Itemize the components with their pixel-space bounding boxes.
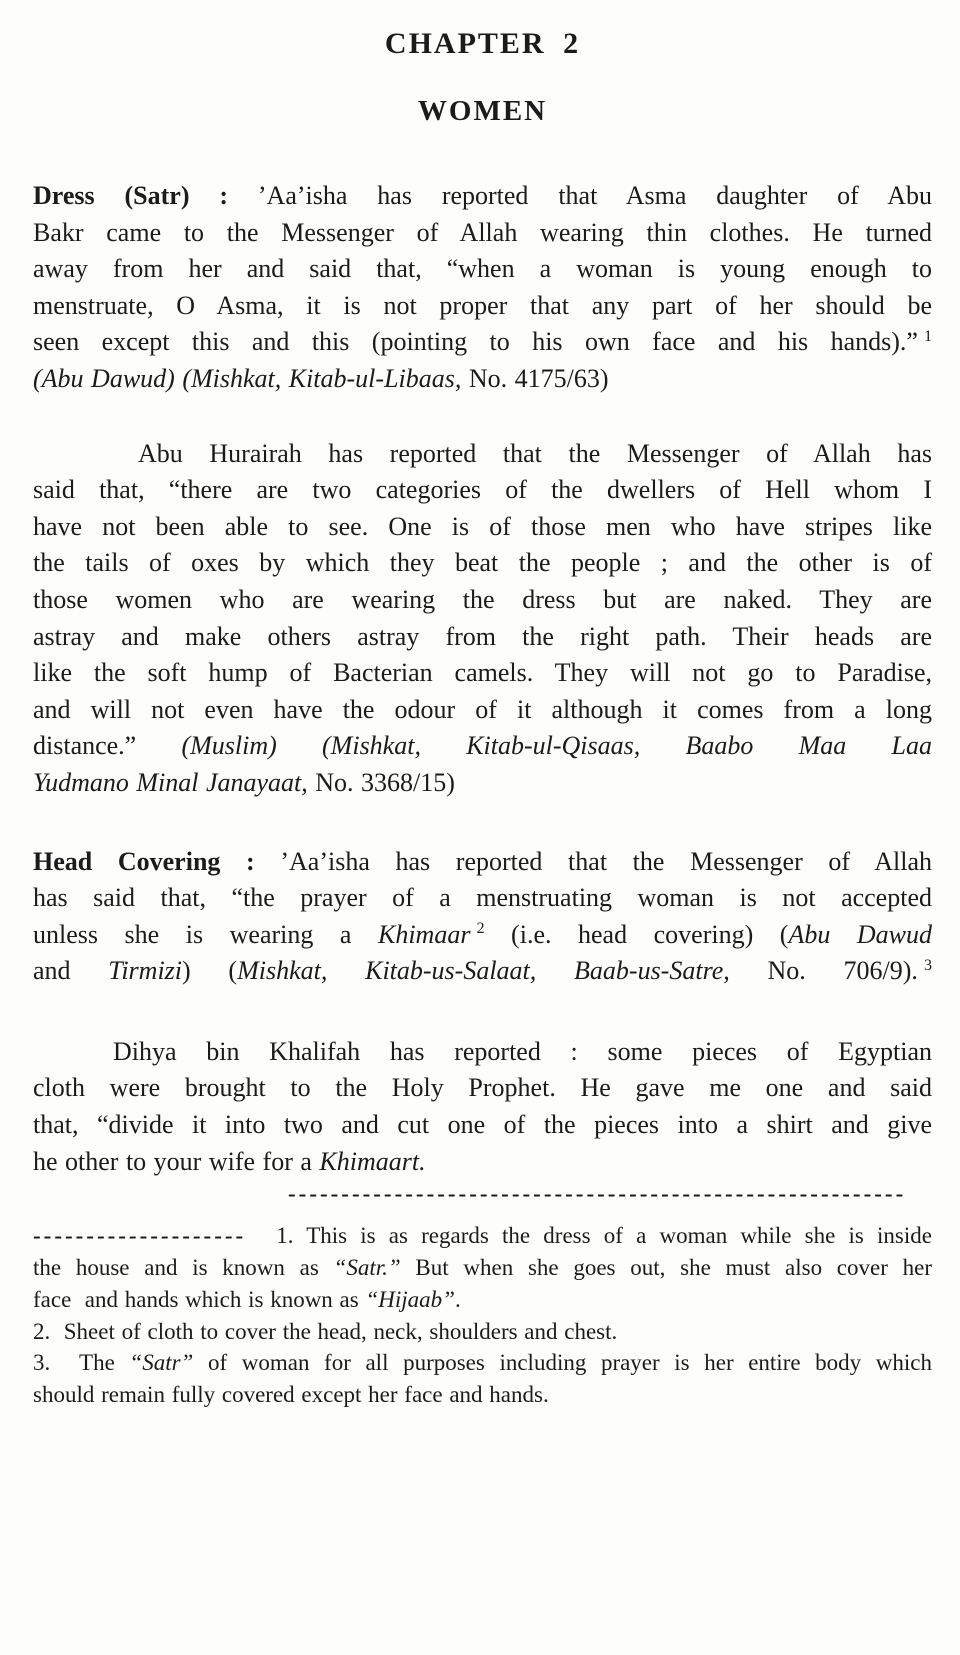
text-run: ’Aa’isha has reported that Asma daughter of Abu (257, 181, 932, 210)
text-run: Dress (Satr) : (33, 181, 258, 210)
text-run: Mishkat, Kitab-us-Salaat, Baab-us-Satre, (237, 956, 730, 986)
text-run: “Satr.” (333, 1255, 401, 1281)
text-line (33, 288, 932, 325)
text-run: ) ( (182, 956, 238, 986)
text-run: “Satr” (129, 1350, 194, 1376)
text-line (33, 655, 932, 692)
text-run: 3. The (33, 1350, 130, 1376)
text-run: has said that, “the prayer of a menstruating woman is not accepted (33, 883, 932, 913)
text-line (33, 215, 932, 252)
text-run: and (33, 956, 109, 986)
text-run: that, “divide it into two and cut one of the pieces into a shirt and give (33, 1110, 932, 1140)
footnote-ref: 3 (923, 956, 932, 974)
text-run: unless she is wearing a (33, 919, 378, 949)
text-run: should remain fully covered except her face and hands. (33, 1382, 549, 1408)
paragraph-abu-hurairah (33, 436, 932, 802)
text-run: (Abu Dawud) (Mishkat, Kitab-ul-Libaas, (33, 363, 462, 393)
text-run: But when she goes out, she must also cover her (400, 1255, 932, 1281)
text-run: he other to your wife for a (33, 1146, 320, 1176)
text-run: like the soft hump of Bacterian camels. They will not go to Paradise, (33, 658, 932, 688)
text-line (33, 1070, 932, 1107)
text-run: said that, “there are two categories of the dwellers of Hell whom I (33, 475, 932, 505)
text-line (33, 178, 932, 215)
footnote-line (33, 1347, 932, 1379)
text-run: No. 4175/63) (461, 363, 609, 393)
text-run: (i.e. head covering) ( (484, 919, 789, 949)
text-line (33, 361, 932, 398)
text-run: have not been able to see. One is of those men who have stripes like (33, 511, 932, 541)
dash-run: -------------------- (33, 1223, 247, 1249)
text-line (33, 582, 932, 619)
text-run: distance.” (33, 731, 182, 761)
footnote-ref: 1 (923, 327, 932, 345)
text-run: those women who are wearing the dress but are naked. They are (33, 584, 932, 614)
text-line (33, 251, 932, 288)
footnote-ref: 2 (476, 920, 485, 938)
text-line (33, 1107, 932, 1144)
text-run: No. 706/9). (729, 956, 918, 986)
footnotes-section (33, 1220, 932, 1411)
text-line (33, 917, 932, 954)
text-run: . (454, 1286, 461, 1312)
footnote-line (33, 1220, 932, 1252)
text-line (33, 880, 932, 917)
page-body (33, 178, 932, 1180)
text-run: Abu Dawud (788, 919, 933, 949)
text-run: Tirmizi (108, 956, 183, 986)
text-line (33, 545, 932, 582)
text-run: Khimaar (377, 919, 471, 949)
text-run: and will not even have the odour of it although it comes from a long (33, 694, 932, 724)
text-run: menstruate, O Asma, it is not proper that any part of her should be (33, 290, 932, 320)
text-run: Abu Hurairah has reported that the Messenger of Allah has (138, 438, 932, 468)
text-run: astray and make others astray from the right path. Their heads are (33, 621, 932, 651)
text-line (33, 728, 932, 765)
text-run: seen except this and this (pointing to his own face and his hands).” (33, 327, 918, 357)
text-line (33, 1144, 932, 1181)
chapter-title: WOMEN (417, 95, 548, 127)
paragraph-dress-satr (33, 178, 932, 398)
footnote-line (33, 1284, 932, 1316)
text-run: Dihya bin Khalifah has reported : some pieces of Egyptian (113, 1036, 932, 1066)
text-run: Khimaart. (319, 1146, 426, 1176)
paragraph-head-covering (33, 844, 932, 990)
text-line (33, 472, 932, 509)
text-run: “Hijaab” (365, 1286, 455, 1312)
text-line (33, 509, 932, 546)
text-run: Bakr came to the Messenger of Allah wearing thin clothes. He turned (33, 217, 932, 247)
chapter-heading: CHAPTER 2 (384, 27, 581, 60)
text-run: 2. Sheet of cloth to cover the head, neck, shoulders and chest. (33, 1318, 618, 1344)
text-line (33, 844, 932, 881)
text-line (33, 436, 932, 473)
footnote-line (33, 1252, 932, 1284)
text-run: cloth were brought to the Holy Prophet. He gave me one and said (33, 1073, 932, 1103)
text-run: No. 3368/15) (307, 767, 455, 797)
text-run: of woman for all purposes including prayer is her entire body which (193, 1350, 932, 1376)
text-line (33, 765, 932, 802)
footnote-line (33, 1379, 932, 1411)
text-run: 1. This is as regards the dress of a woman while she is inside (276, 1223, 932, 1249)
text-run: the house and is known as (33, 1255, 334, 1281)
text-run: (Muslim) (Mishkat, Kitab-ul-Qisaas, Baabo Maa Laa (181, 731, 932, 761)
book-page (0, 26, 960, 1655)
text-line (33, 953, 932, 990)
footnote-separator: ---------------------------------------------------------- (288, 1182, 907, 1207)
text-line (33, 619, 932, 656)
text-run: ’Aa’isha has reported that the Messenger of Allah (280, 846, 932, 876)
text-run: Head Covering : (33, 846, 281, 876)
paragraph-dihya (33, 1034, 932, 1180)
text-line (33, 692, 932, 729)
text-run: the tails of oxes by which they beat the people ; and the other is of (33, 548, 932, 578)
text-run: face and hands which is known as (33, 1286, 366, 1312)
text-line (33, 1034, 932, 1071)
text-run: Yudmano Minal Janayaat, (33, 767, 308, 797)
text-line (33, 324, 932, 361)
text-run: away from her and said that, “when a woman is young enough to (33, 254, 932, 284)
footnote-line (33, 1316, 932, 1348)
